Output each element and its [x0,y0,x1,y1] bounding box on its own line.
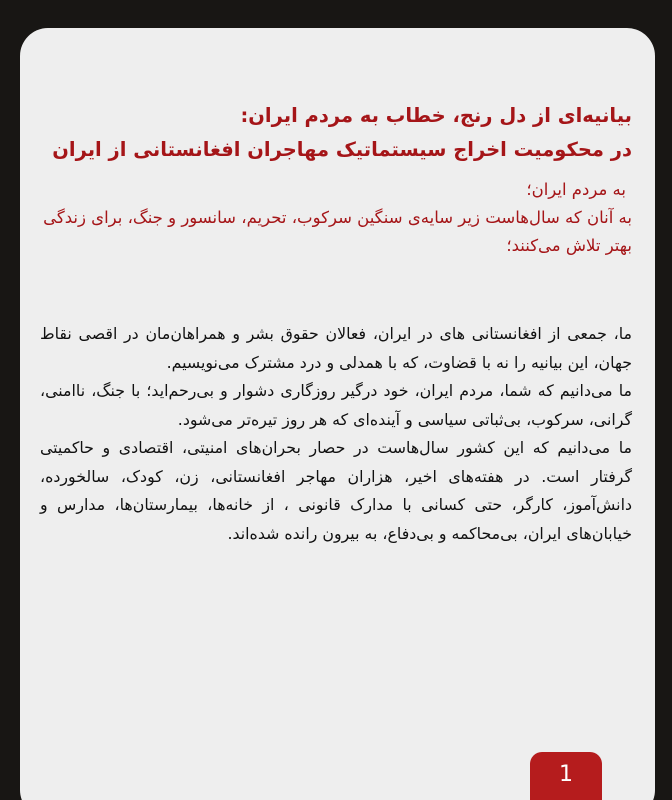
address-block [40,176,632,260]
title-line-2: در محکومیت اخراج سیستماتیک مهاجران افغانستانی از ایران [52,138,632,161]
title-line-1: بیانیه‌ای از دل رنج، خطاب به مردم ایران: [240,104,632,127]
statement-header [40,100,632,260]
salutation: به مردم ایران؛ [526,180,626,199]
paragraph-1: ما، جمعی از افغانستانی های در ایران، فعالان حقوق بشر و همراهان‌مان در اقصی نقاط جهان، این بیانیه را نه با قضاوت، که با همدلی و درد مشترک می‌نویسیم. [40,324,632,372]
address-text: به آنان که سال‌هاست زیر سایه‌ی سنگین سرکوب، تحریم، سانسور و جنگ، برای زندگی بهتر تلاش می‌کنند؛ [43,208,632,255]
paragraph-3: ما می‌دانیم که این کشور سال‌هاست در حصار بحران‌های امنیتی، اقتصادی و حاکمیتی گرفتار است. در هفته‌های اخیر، هزاران مهاجر افغانستانی، زن، کودک، سالخورده، دانش‌آموز، کارگر، حتی کسانی با مدارک قانونی ، از خانه‌ها، بیمارستان‌ها، مدارس و خیابان‌های ایران، بی‌محاکمه و بی‌دفاع، به بیرون رانده شده‌اند. [40,438,632,543]
page-number-badge: 1 [530,752,602,800]
statement-body [40,320,632,548]
paragraph-2: ما می‌دانیم که شما، مردم ایران، خود درگیر روزگاری دشوار و بی‌رحم‌اید؛ با جنگ، ناامنی، گرانی، سرکوب، بی‌ثباتی سیاسی و آینده‌ای که هر روز تیره‌تر می‌شود. [40,381,632,429]
